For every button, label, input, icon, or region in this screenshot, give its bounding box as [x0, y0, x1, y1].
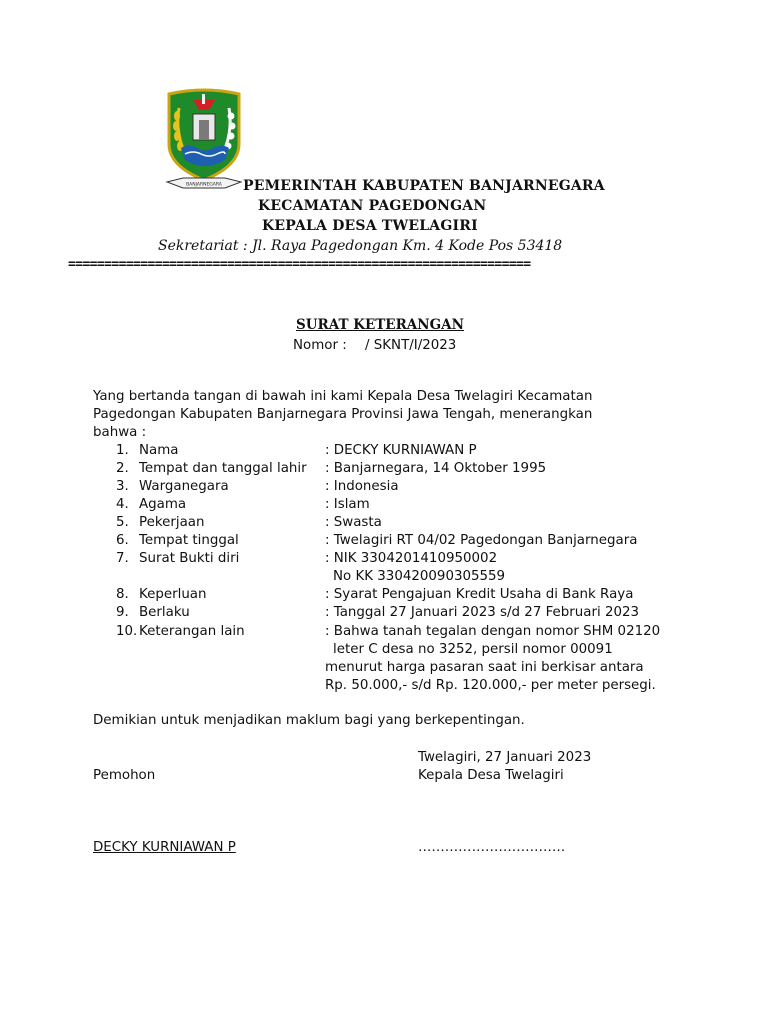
intro-line-1: Yang bertanda tangan di bawah ini kami Kepala Desa Twelagiri Kecamatan: [93, 389, 593, 404]
item-value: : NIK 3304201410950002: [325, 551, 498, 566]
item-label: Keperluan: [139, 587, 207, 602]
header-village-head: KEPALA DESA TWELAGIRI: [262, 218, 478, 234]
item-label: Tempat tinggal: [139, 533, 239, 548]
signature-right-role: Kepala Desa Twelagiri: [418, 768, 564, 783]
item-number: 9.: [116, 605, 129, 620]
item-value: : Tanggal 27 Januari 2023 s/d 27 Februari 2023: [325, 605, 640, 620]
header-district: KECAMATAN PAGEDONGAN: [258, 198, 487, 214]
letter-number-value: / SKNT/I/2023: [365, 338, 457, 353]
letter-number-label: Nomor :: [293, 338, 347, 353]
item-number: 3.: [116, 479, 129, 494]
item-number: 5.: [116, 515, 129, 530]
item-label: Pekerjaan: [139, 515, 205, 530]
item-value: : DECKY KURNIAWAN P: [325, 443, 477, 458]
item-value-continuation: No KK 330420090305559: [333, 569, 506, 584]
header-address: Sekretariat : Jl. Raya Pagedongan Km. 4 Kode Pos 53418: [158, 238, 563, 254]
intro-line-2: Pagedongan Kabupaten Banjarnegara Provinsi Jawa Tengah, menerangkan: [93, 407, 593, 422]
item-label: Tempat dan tanggal lahir: [139, 461, 307, 476]
closing-statement: Demikian untuk menjadikan maklum bagi yang berkepentingan.: [93, 713, 525, 728]
item-value: : Twelagiri RT 04/02 Pagedongan Banjarnegara: [325, 533, 638, 548]
item-label: Agama: [139, 497, 187, 512]
item-number: 4.: [116, 497, 129, 512]
item-number: 2.: [116, 461, 129, 476]
item-value-continuation: Rp. 50.000,- s/d Rp. 120.000,- per meter persegi.: [325, 678, 656, 693]
signature-left-name: DECKY KURNIAWAN P: [93, 840, 236, 855]
item-value: : Indonesia: [325, 479, 399, 494]
letter-title: SURAT KETERANGAN: [296, 317, 464, 333]
item-number: 6.: [116, 533, 129, 548]
item-value-continuation: leter C desa no 3252, persil nomor 00091: [333, 642, 613, 657]
item-label: Surat Bukti diri: [139, 551, 240, 566]
intro-line-3: bahwa :: [93, 425, 147, 440]
regency-emblem-icon: [163, 86, 245, 196]
item-number: 8.: [116, 587, 129, 602]
signature-right-name: ……………………………: [418, 840, 566, 855]
item-value: : Syarat Pengajuan Kredit Usaha di Bank Raya: [325, 587, 634, 602]
signature-place-date: Twelagiri, 27 Januari 2023: [418, 750, 592, 765]
item-label: Keterangan lain: [139, 624, 245, 639]
emblem-caption: BANJARNEGARA: [186, 182, 222, 188]
item-value: : Bahwa tanah tegalan dengan nomor SHM 02120: [325, 624, 661, 639]
signature-left-role: Pemohon: [93, 768, 156, 783]
item-number: 7.: [116, 551, 129, 566]
item-number: 10.: [116, 624, 138, 639]
item-number: 1.: [116, 443, 129, 458]
item-value-continuation: menurut harga pasaran saat ini berkisar antara: [325, 660, 644, 675]
header-government: PEMERINTAH KABUPATEN BANJARNEGARA: [243, 178, 605, 194]
item-value: : Islam: [325, 497, 370, 512]
item-value: : Swasta: [325, 515, 382, 530]
item-label: Nama: [139, 443, 179, 458]
item-label: Berlaku: [139, 605, 190, 620]
item-value: : Banjarnegara, 14 Oktober 1995: [325, 461, 547, 476]
item-label: Warganegara: [139, 479, 229, 494]
header-separator: ================================================================: [68, 257, 531, 272]
